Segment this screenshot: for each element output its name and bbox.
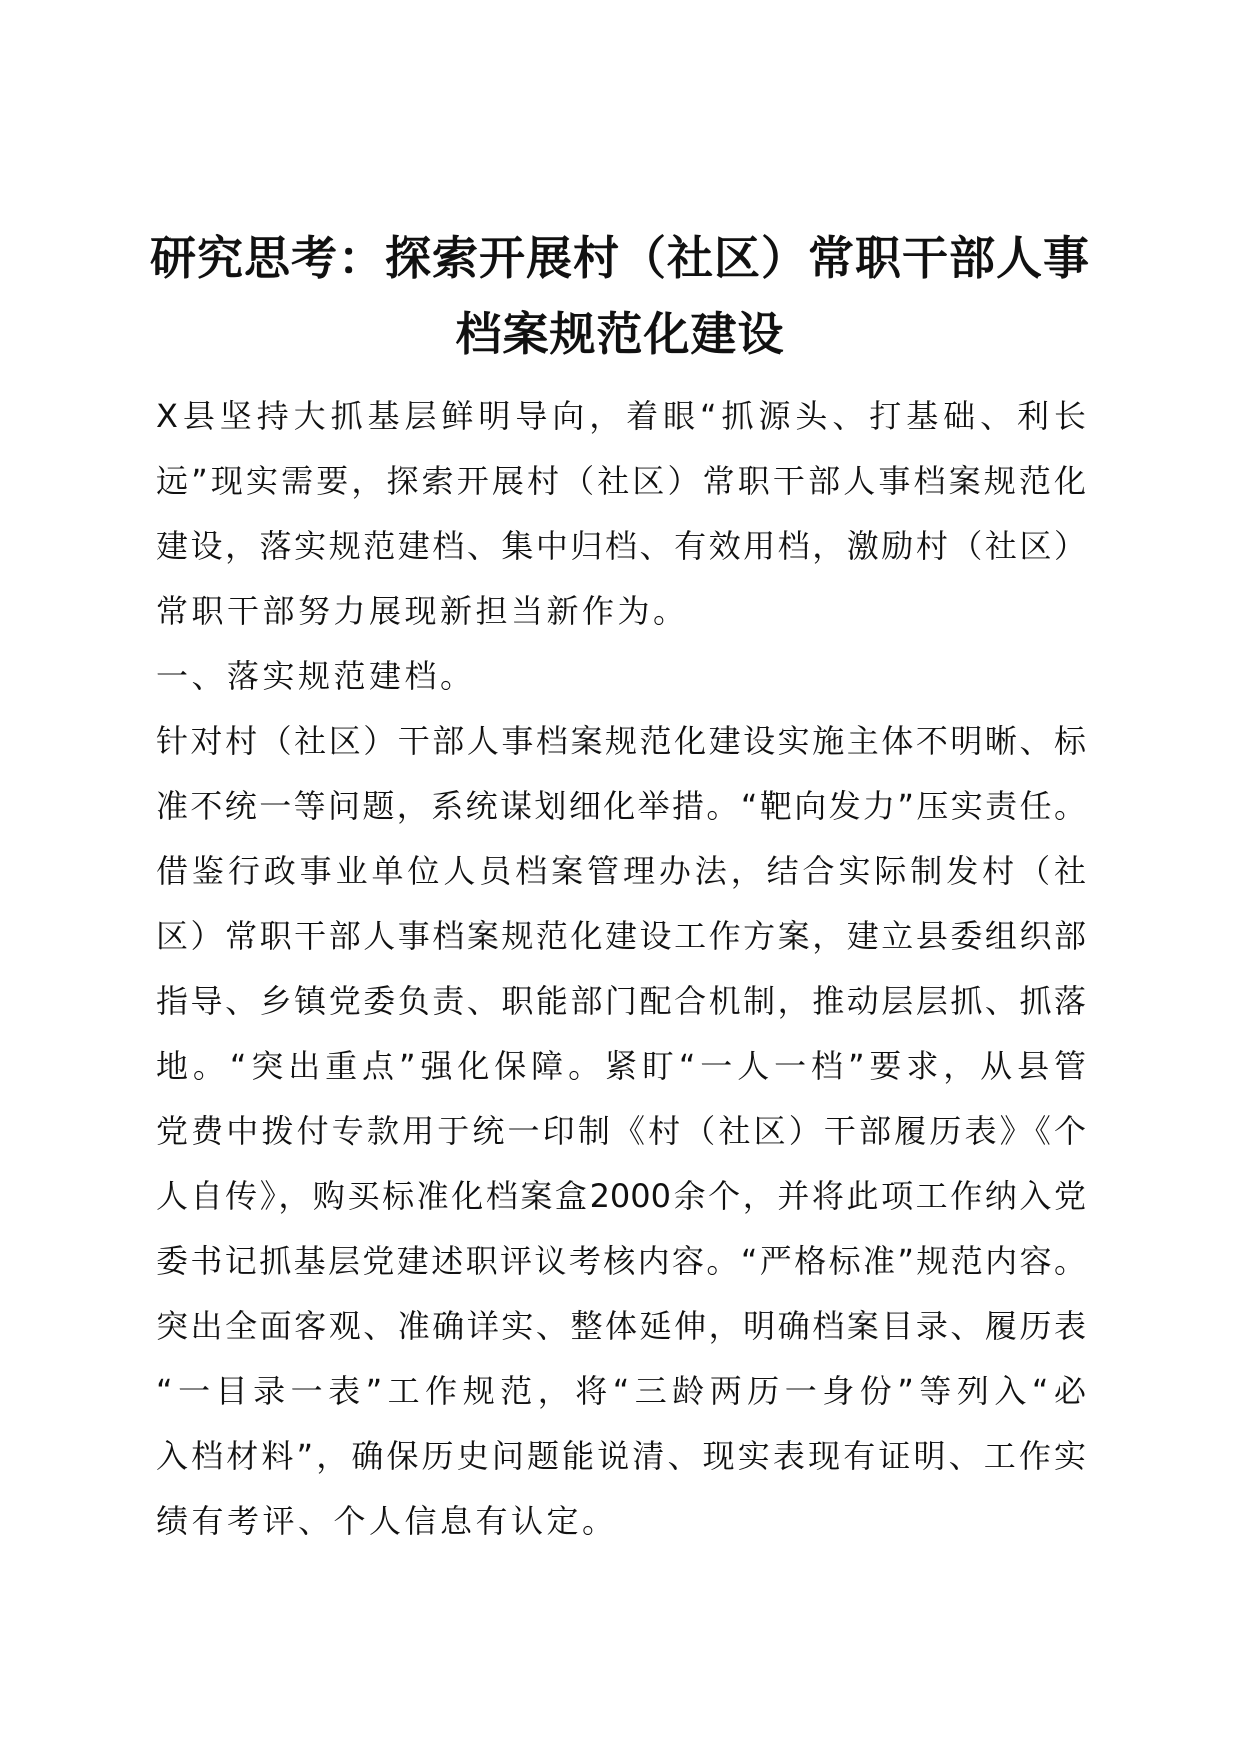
- body-line-14: 委书记抓基层党建述职评议考核内容。“严格标准”规范内容。: [156, 1242, 1086, 1280]
- title-line-2: 档案规范化建设: [455, 307, 785, 361]
- title-line-1: 研究思考：探索开展村（社区）常职干部人事: [150, 231, 1090, 285]
- body-line-13: 人自传》，购买标准化档案盒2000余个，并将此项工作纳入党: [156, 1177, 1086, 1215]
- document-title: [150, 220, 1090, 372]
- body-line-6: 针对村（社区）干部人事档案规范化建设实施主体不明晰、标: [156, 722, 1086, 760]
- body-line-10: 指导、乡镇党委负责、职能部门配合机制，推动层层抓、抓落: [156, 982, 1086, 1020]
- body-line-12: 党费中拨付专款用于统一印制《村（社区）干部履历表》《个: [156, 1112, 1086, 1150]
- body-line-11: 地。“突出重点”强化保障。紧盯“一人一档”要求，从县管: [156, 1047, 1086, 1085]
- body-line-3: 建设，落实规范建档、集中归档、有效用档，激励村（社区）: [156, 527, 1086, 565]
- body-line-17: 入档材料”，确保历史问题能说清、现实表现有证明、工作实: [156, 1437, 1086, 1475]
- body-line-7: 准不统一等问题，系统谋划细化举措。“靶向发力”压实责任。: [156, 787, 1086, 825]
- body-line-1: X县坚持大抓基层鲜明导向，着眼“抓源头、打基础、利长: [156, 397, 1086, 435]
- body-line-15: 突出全面客观、准确详实、整体延伸，明确档案目录、履历表: [156, 1307, 1086, 1345]
- body-line-2: 远”现实需要，探索开展村（社区）常职干部人事档案规范化: [156, 462, 1086, 500]
- body-line-18: 绩有考评、个人信息有认定。: [156, 1502, 618, 1540]
- body-line-16: “一目录一表”工作规范，将“三龄两历一身份”等列入“必: [156, 1372, 1086, 1410]
- body-line-4: 常职干部努力展现新担当新作为。: [156, 592, 689, 630]
- body-line-8: 借鉴行政事业单位人员档案管理办法，结合实际制发村（社: [156, 852, 1086, 890]
- section-heading: 一、落实规范建档。: [156, 657, 476, 695]
- body-line-9: 区）常职干部人事档案规范化建设工作方案，建立县委组织部: [156, 917, 1086, 955]
- document-body: [156, 384, 1086, 1554]
